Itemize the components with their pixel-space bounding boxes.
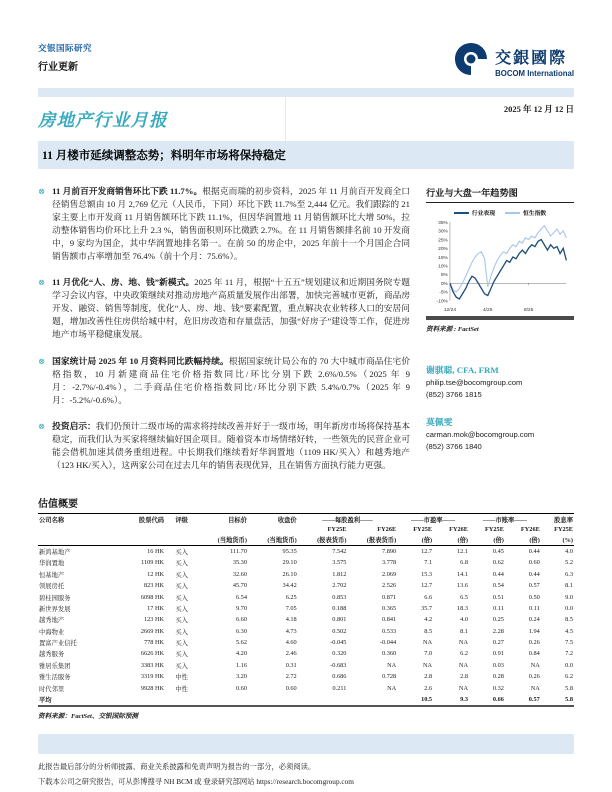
legend-label: 恒生指数 [523, 211, 547, 217]
cell-company: 恒基地产 [39, 571, 65, 579]
logo-chinese: 交銀國際 [495, 50, 568, 67]
table-row [38, 660, 574, 671]
svg-text:20%: 20% [438, 247, 448, 253]
cell-close: 6.25 [285, 593, 297, 601]
cell-close: 4.60 [285, 639, 297, 647]
fy-label: FY25E [554, 525, 573, 533]
page-title: 房地产行业月报 [38, 109, 168, 130]
table-row [38, 626, 574, 637]
cell-pb-fy25: 2.28 [492, 627, 504, 635]
unit-label: (当地货币) [248, 534, 298, 546]
bullet-text: 国家统计局 2025 年 10 月资料同比跌幅持续。根据国家统计局公布的 70 大中城市商品住宅价格指数，10 月新建商品住宅价格指数同比/环比分别下跌 2.6%/0.5%（2025 年 9 月：-2.7%/-0.4%），二手商品住宅价格指数同比/环比分别下跌 5.4%/0.7%（2025 年 9 月：-5.2%/-0.6%）。 [52, 355, 411, 405]
chart-legend [426, 208, 574, 217]
cell-yield: 8.1 [565, 582, 573, 590]
table-row [38, 545, 574, 557]
cell-pe-fy26: 6.8 [460, 559, 468, 567]
cell-yield: 9.0 [565, 593, 573, 601]
cell-yield: 0.0 [565, 604, 573, 612]
cell-ticker: 1109 HK [141, 559, 165, 567]
cell-company: 平均 [39, 696, 52, 704]
bullet-text: 11 月前百开发商销售环比下跌 11.7%。根据克而瑞的初步资料，2025 年 11 月前百开发商全口径销售总额由 10 月 2,769 亿元（人民币，下同）环比下跌 11.7%至 2,444 亿元。我们跟踪的 21 家主要上市开发商 11 月销售额环比下跌 11.1%，但因华润置地 11 月销售额环比大增 50%，拉动整体销售均价环比上升 2.3 %，销售面积则环比微跌 2.7%。在 11 月销售额排名前 10 开发商中，9 家均为国企，其中华润置地排名第一。在前 50 的房企中，2025 年前十一个月国企合同销售额市占率增加至 76.4%（前十个月：75.6%）。 [52, 186, 410, 262]
sidebar [426, 185, 574, 485]
cell-pb-fy25: 0.45 [492, 548, 504, 556]
cell-eps-fy25 [298, 694, 348, 706]
table-row [38, 637, 574, 648]
cell-eps-fy26: 2.526 [382, 582, 397, 590]
cell-eps-fy25: 0.211 [332, 684, 347, 692]
table-row [38, 671, 574, 682]
cell-pb-fy26: 0.44 [528, 548, 540, 556]
cell-pe-fy25: 8.5 [424, 627, 433, 635]
page-header [38, 42, 574, 81]
analyst-email[interactable]: carman.mok@bocomgroup.com [426, 429, 535, 439]
cell-pb-fy25: 0.54 [492, 582, 504, 590]
cell-company: 雅居乐集团 [39, 662, 71, 670]
cell-rating: 买入 [175, 617, 188, 625]
research-site-link[interactable]: https://research.bocomgroup.com [256, 776, 354, 786]
cell-pb-fy25: 0.51 [492, 593, 504, 601]
svg-text:15%: 15% [438, 255, 448, 261]
table-header-row [38, 513, 574, 525]
cell-yield: 0.0 [565, 661, 573, 669]
cell-ticker: 6626 HK [140, 650, 165, 658]
analyst-name: 莫佩雯 [426, 416, 453, 427]
cell-eps-fy26: 2.069 [382, 570, 397, 578]
bullet-icon: ⊗ [38, 277, 46, 288]
title-left [38, 97, 285, 141]
cell-rating: 买入 [175, 628, 188, 636]
cell-target: 1.16 [235, 661, 247, 669]
cell-yield: 5.8 [565, 684, 573, 692]
cell-pe-fy26: NA [458, 684, 468, 692]
title-divider [285, 97, 424, 141]
cell-eps-fy25: 0.188 [332, 604, 347, 612]
cell-eps-fy26: 0.533 [382, 627, 397, 635]
cell-eps-fy25: -0.683 [330, 661, 347, 669]
cell-pe-fy26: 14.1 [456, 570, 468, 578]
cell-eps-fy25: -0.045 [330, 639, 347, 647]
col-close-price: 收盘价 [277, 516, 297, 524]
cell-eps-fy26: NA [387, 661, 397, 669]
cell-company: 越秀服务 [39, 651, 65, 659]
cell-pe-fy25: 7.1 [424, 559, 433, 567]
cell-target: 6.54 [235, 593, 247, 601]
cell-rating: 买入 [175, 594, 188, 602]
cell-pe-fy26: 18.3 [456, 604, 468, 612]
cell-pb-fy26: 0.84 [528, 650, 540, 658]
svg-text:0%: 0% [440, 281, 448, 287]
cell-eps-fy25: 1.812 [332, 570, 347, 578]
cell-rating [165, 694, 198, 706]
unit-label: (倍) [433, 534, 469, 546]
cell-ticker: 17 HK [147, 604, 165, 612]
col-eps-group: ——每股盈利—— [322, 516, 373, 524]
cell-target: 4.20 [235, 650, 247, 658]
cell-eps-fy26: 0.365 [382, 604, 397, 612]
analyst-name: 谢骐聪, CFA, FRM [426, 364, 499, 375]
cell-close: 29.10 [282, 559, 297, 567]
cell-target: 35.30 [232, 559, 247, 567]
report-date: 2025 年 12 月 12 日 [503, 104, 574, 114]
cell-pe-fy26: 6.5 [460, 593, 468, 601]
cell-rating: 买入 [175, 640, 188, 648]
cell-rating: 买入 [175, 560, 188, 568]
cell-eps-fy26: -0.044 [379, 639, 397, 647]
cell-yield: 7.2 [565, 650, 573, 658]
cell-pb-fy26: 0.26 [528, 639, 540, 647]
cell-eps-fy26: NA [387, 684, 397, 692]
table-units-row [38, 534, 574, 546]
cell-pb-fy26: NA [530, 684, 540, 692]
valuation-table-body [38, 545, 574, 706]
bocom-logo [454, 42, 574, 81]
cell-yield: 4.0 [565, 548, 573, 556]
cell-ticker: 16 HK [147, 548, 165, 556]
cell-company: 碧桂园服务 [39, 594, 71, 602]
cell-pb-fy25: 0.03 [492, 661, 504, 669]
fy-label: FY25E [327, 525, 347, 533]
bullet-paragraph [38, 276, 410, 341]
org-name: 交银国际研究 [38, 43, 93, 53]
table-row [38, 557, 574, 568]
cell-pe-fy25: 6.6 [424, 593, 433, 601]
cell-target: 0.60 [235, 684, 247, 692]
cell-ticker: 2669 HK [140, 627, 165, 635]
cell-rating: 买入 [175, 662, 188, 670]
cell-close: 2.72 [285, 673, 297, 681]
cell-pb-fy25: 0.28 [492, 673, 504, 681]
cell-pb-fy26: 0.57 [528, 695, 540, 703]
cell-target: 3.20 [235, 673, 247, 681]
unit-label: (%) [541, 534, 574, 546]
cell-close: 4.18 [285, 616, 297, 624]
cell-pb-fy26: 0.50 [528, 593, 540, 601]
cell-close: 2.46 [285, 650, 297, 658]
bullet-paragraph [38, 420, 410, 472]
col-company: 公司名称 [39, 516, 65, 524]
cell-pb-fy26: 0.57 [528, 582, 540, 590]
bocom-logo-icon [454, 42, 488, 81]
cell-yield: 8.5 [565, 616, 573, 624]
col-pe-group: ——市盈率—— [411, 516, 456, 524]
svg-text:-10%: -10% [436, 299, 448, 305]
cell-pe-fy26: 9.3 [460, 695, 468, 703]
chart-bottom-bar [426, 316, 574, 320]
cell-eps-fy26: 0.841 [382, 616, 397, 624]
cell-target: 6.60 [235, 616, 247, 624]
cell-rating: 中性 [175, 674, 188, 682]
cell-yield: 6.3 [565, 570, 573, 578]
legend-item [505, 208, 546, 217]
analyst-email[interactable]: philip.tse@bocomgroup.com [426, 377, 523, 387]
table-row [38, 694, 574, 706]
cell-pe-fy25: 10.5 [421, 695, 433, 703]
analyst-list [426, 363, 574, 451]
table-fy-row [38, 525, 574, 534]
cell-pb-fy26: 0.11 [529, 604, 540, 612]
cell-close: 4.73 [285, 627, 297, 635]
report-section: 行业更新 [38, 62, 78, 73]
cell-pe-fy25: NA [422, 639, 433, 647]
cell-pe-fy25: 12.7 [421, 548, 433, 556]
cell-pe-fy25: 4.2 [424, 616, 433, 624]
analyst-phone: (852) 3766 1840 [426, 441, 482, 451]
cell-yield: 4.5 [565, 627, 573, 635]
bullet-text: 11 月优化“人、房、地、钱”新模式。2025 年 11 月，根据“十五五”规划建议和近期国务院专题学习会议内容，中央政策继续对推动房地产高质量发展作出部署，加快完善城市更新，商品房开发、融资、销售等制度，优化“人、房、地、钱”要素配置，重点解决农业转移人口的安居问题，增加改善性住房供给城中村，危旧房改造和存量盘活，加强“好房子”建设等工作，促进房地产市场平稳健康发展。 [52, 277, 410, 340]
cell-pe-fy25: 12.7 [421, 582, 433, 590]
unit-label: (倍) [397, 534, 433, 546]
cell-eps-fy25: 2.702 [332, 582, 347, 590]
cell-eps-fy26: 0.728 [382, 673, 397, 681]
cell-pb-fy26: 0.24 [528, 616, 540, 624]
chart-source: 资料来源 : FactSet [426, 325, 479, 333]
cell-pe-fy26: 13.6 [456, 582, 468, 590]
cell-pb-fy25: 0.25 [492, 616, 504, 624]
unit-label: (倍) [505, 534, 541, 546]
cell-eps-fy26: 0.871 [382, 593, 397, 601]
cell-pe-fy26: 12.1 [456, 548, 468, 556]
main-column [38, 185, 410, 485]
legend-swatch [454, 212, 469, 214]
svg-text:25%: 25% [438, 238, 448, 244]
cell-rating: 买入 [175, 651, 188, 659]
cell-close: 95.35 [282, 548, 297, 556]
bullet-icon: ⊗ [38, 420, 46, 431]
cell-ticker: 123 HK [143, 616, 165, 624]
cell-pb-fy26: 0.26 [528, 673, 540, 681]
fy-label: FY26E [520, 525, 540, 533]
table-row [38, 648, 574, 659]
fy-label: FY26E [377, 525, 397, 533]
logo-text [495, 45, 574, 78]
cell-pe-fy25: 2.8 [424, 673, 433, 681]
cell-eps-fy25: 0.801 [332, 616, 347, 624]
footer-accent-band [38, 734, 574, 754]
cell-target: 45.70 [232, 582, 247, 590]
cell-company: 领展房托 [39, 583, 65, 591]
cell-ticker: 3383 HK [140, 661, 165, 669]
cell-pb-fy26: 0.44 [528, 570, 540, 578]
logo-english: BOCOM International [495, 69, 574, 78]
cell-pb-fy25: 0.66 [492, 695, 504, 703]
cell-pe-fy25: 35.7 [421, 604, 433, 612]
cell-pe-fy25: 2.6 [424, 684, 433, 692]
cell-eps-fy26 [347, 694, 397, 706]
bullet-paragraph [38, 355, 410, 407]
cell-company: 新世界发展 [39, 605, 71, 613]
cell-ticker: 12 HK [147, 570, 165, 578]
cell-rating: 买入 [175, 549, 188, 557]
bullet-text: 投资启示：我们仍预计二级市场的需求将持续改善并好于一级市场，明年新房市场将保持基本稳定，而我们认为买家将继续偏好国企项目。随着资本市场情绪好转，一些领先的民营企业可能会借机加速其债务重组进程。中长期我们继续看好华润置地（1109 HK/买入）和越秀地产（123 HK/买入），这两家公司在过去几年的销售表现优异，且在销售方面执行能力更强。 [52, 420, 411, 470]
col-ticker: 股票代码 [138, 516, 165, 524]
cell-eps-fy25: 7.542 [332, 548, 347, 556]
bullet-icon: ⊗ [38, 186, 46, 196]
bullet-icon: ⊗ [38, 355, 46, 366]
cell-company: 置富产业信托 [39, 640, 77, 648]
col-yield: 股息率 [554, 516, 573, 524]
cell-pb-fy25: 0.11 [493, 604, 504, 612]
svg-text:-5%: -5% [439, 290, 448, 296]
cell-pb-fy25: 0.91 [492, 650, 504, 658]
cell-ticker [115, 694, 165, 706]
download-line [38, 778, 574, 787]
svg-text:35%: 35% [438, 220, 448, 226]
table-row [38, 569, 574, 580]
cell-company: 越秀地产 [39, 617, 65, 625]
cell-pb-fy25: 0.32 [492, 684, 504, 692]
cell-eps-fy25: 0.320 [332, 650, 347, 658]
cell-ticker: 778 HK [143, 639, 165, 647]
legend-item [454, 208, 495, 217]
unit-label: (倍) [469, 534, 505, 546]
header-left [38, 42, 92, 73]
trend-chart-title: 行业与大盘一年趋势图 [426, 185, 574, 203]
table-row [38, 591, 574, 602]
svg-text:30%: 30% [438, 229, 448, 235]
disclaimer-line: 此报告最后部分的分析师披露、商业关系披露和免责声明为报告的一部分，必须阅读。 [38, 762, 316, 772]
cell-pb-fy25: 0.62 [492, 559, 504, 567]
cell-rating: 买入 [175, 605, 188, 613]
cell-pe-fy26: 2.8 [460, 673, 468, 681]
cell-pb-fy26: 1.94 [528, 627, 540, 635]
cell-close: 34.42 [282, 582, 297, 590]
cell-target: 9.70 [235, 604, 247, 612]
cell-close: 7.05 [285, 604, 297, 612]
cell-close: 26.10 [282, 570, 297, 578]
cell-pe-fy25: 15.3 [421, 570, 433, 578]
cell-pe-fy26: 6.2 [460, 650, 468, 658]
cell-ticker: 6098 HK [140, 593, 165, 601]
table-row [38, 614, 574, 625]
cell-rating: 买入 [175, 571, 188, 579]
cell-pb-fy26: NA [530, 661, 540, 669]
footer [38, 763, 574, 787]
cell-pe-fy26: NA [458, 639, 468, 647]
cell-pe-fy25: 7.0 [424, 650, 433, 658]
valuation-title: 估值概要 [38, 498, 78, 510]
svg-text:10%: 10% [438, 264, 448, 270]
cell-pe-fy26: 4.0 [460, 616, 468, 624]
cell-target: 5.62 [235, 639, 247, 647]
cell-target: 111.70 [230, 548, 247, 556]
fy-label: FY25E [413, 525, 433, 533]
col-target-price: 目标价 [228, 516, 247, 524]
cell-ticker: 9928 HK [140, 684, 165, 692]
cell-eps-fy25: 0.853 [332, 593, 347, 601]
table-row [38, 580, 574, 591]
title-row [38, 97, 574, 141]
cell-eps-fy26: 7.890 [382, 548, 397, 556]
cell-target [198, 694, 248, 706]
cell-pb-fy25: 0.27 [492, 639, 504, 647]
cell-pe-fy26: NA [458, 661, 468, 669]
trend-chart-svg [426, 218, 574, 314]
cell-pb-fy26: 0.60 [528, 559, 540, 567]
cell-rating: 买入 [175, 583, 188, 591]
svg-text:5%: 5% [440, 273, 448, 279]
svg-text:12/24: 12/24 [443, 307, 457, 313]
cell-rating: 中性 [175, 685, 188, 693]
cell-yield: 5.8 [565, 695, 573, 703]
table-row [38, 603, 574, 614]
valuation-source: 资料来源：FactSet、交银国际预测 [38, 713, 139, 721]
svg-text:8/25: 8/25 [523, 307, 534, 313]
cell-company: 中海物业 [39, 628, 65, 636]
legend-swatch [505, 212, 520, 214]
cell-eps-fy25: 0.686 [332, 673, 347, 681]
cell-target: 6.30 [235, 627, 247, 635]
analyst [426, 363, 574, 399]
table-row [38, 682, 574, 693]
analyst [426, 415, 574, 451]
fy-label: FY25E [485, 525, 504, 533]
analyst-phone: (852) 3766 1815 [426, 389, 482, 399]
cell-eps-fy26: 0.360 [382, 650, 397, 658]
cell-close [248, 694, 298, 706]
fy-label: FY26E [449, 525, 468, 533]
headline-band [38, 141, 574, 169]
cell-ticker: 3319 HK [140, 673, 165, 681]
bullet-paragraph [38, 185, 410, 263]
report-headline: 11 月楼市延续调整态势；料明年市场将保持稳定 [42, 150, 286, 162]
unit-label: (当地货币) [198, 534, 248, 546]
cell-eps-fy25: 3.575 [332, 559, 347, 567]
col-pb-group: ——市账率—— [482, 516, 527, 524]
unit-label: (报表货币) [347, 534, 397, 546]
cell-yield: 7.5 [565, 639, 573, 647]
cell-company: 华润置地 [39, 560, 65, 568]
cell-company: 时代邻里 [39, 685, 65, 693]
download-text: 下载本公司之研究报告，可从彭博搜寻 NH BCM 或 登录研究部网站 [38, 776, 257, 786]
divider-band [38, 88, 574, 97]
col-rating: 评级 [175, 516, 188, 524]
cell-target: 32.60 [232, 570, 247, 578]
cell-company: 雅生活服务 [39, 674, 71, 682]
cell-company: 新鸿基地产 [39, 549, 71, 557]
cell-eps-fy26: 3.778 [382, 559, 397, 567]
cell-pe-fy26: 8.1 [460, 627, 468, 635]
cell-pe-fy25: NA [422, 661, 433, 669]
unit-label: (报表货币) [298, 534, 348, 546]
valuation-table [38, 513, 574, 707]
cell-pb-fy25: 0.44 [492, 570, 504, 578]
cell-ticker: 823 HK [143, 582, 165, 590]
cell-yield: 6.2 [565, 673, 573, 681]
cell-close: 0.60 [285, 684, 297, 692]
valuation-section [38, 495, 574, 720]
cell-yield: 5.2 [565, 559, 573, 567]
legend-label: 行业表现 [471, 211, 495, 217]
cell-close: 0.31 [285, 661, 297, 669]
cell-eps-fy25: 0.502 [332, 627, 347, 635]
svg-text:4/25: 4/25 [482, 307, 493, 313]
